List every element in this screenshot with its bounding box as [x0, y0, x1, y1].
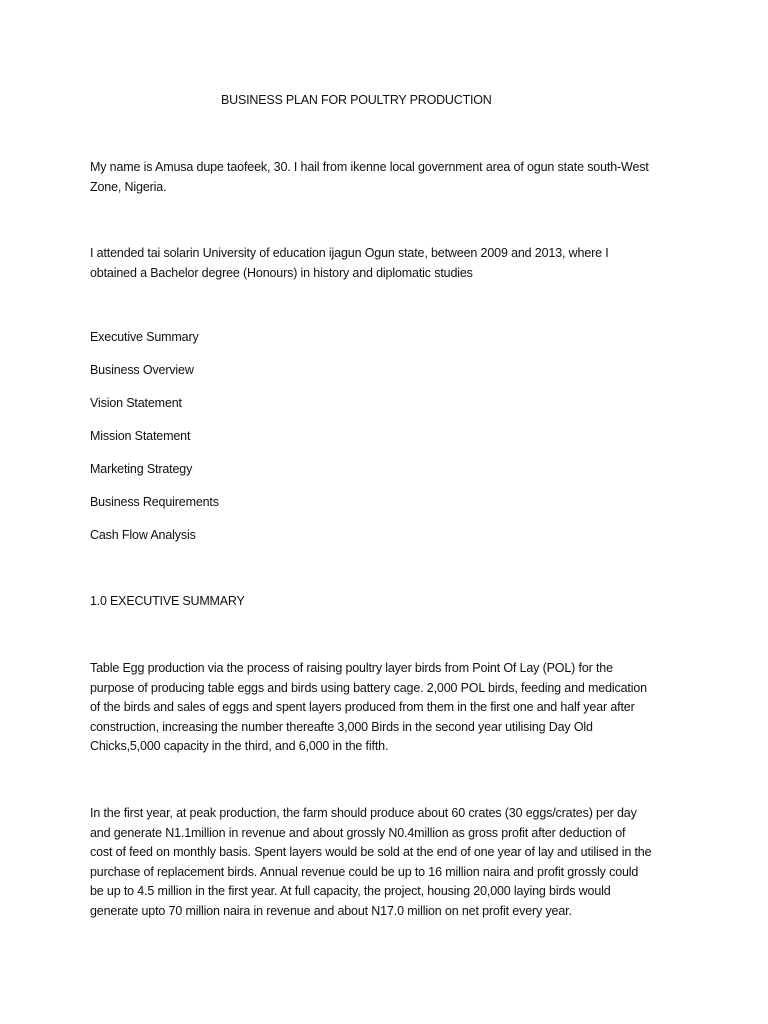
toc-item-executive-summary: Executive Summary: [90, 330, 199, 344]
text-line: Chicks,5,000 capacity in the third, and 6,000 in the fifth.: [90, 739, 389, 753]
education-paragraph: [90, 244, 690, 283]
toc-item-business-overview: Business Overview: [90, 363, 194, 377]
text-line: and generate N1.1million in revenue and about grossly N0.4million as gross profit after deduction of: [90, 825, 626, 840]
text-line: of the birds and sales of eggs and spent layers produced from them in the first one and half year after: [90, 700, 635, 714]
text-line: purchase of replacement birds. Annual revenue could be up to 16 million naira and profit grossly could: [90, 864, 639, 879]
intro-paragraph: [90, 158, 690, 197]
text-line: cost of feed on monthly basis. Spent layers would be sold at the end of one year of lay and utilised in the: [90, 845, 652, 859]
document-title: BUSINESS PLAN FOR POULTRY PRODUCTION: [221, 93, 492, 107]
text-line: In the first year, at peak production, the farm should produce about 60 crates (30 eggs/crates) per day: [90, 806, 637, 820]
text-line: My name is Amusa dupe taofeek, 30. I hail from ikenne local government area of ogun state south-West: [90, 160, 649, 174]
text-line: purpose of producing table eggs and birds using battery cage. 2,000 POL birds, feeding and medication: [90, 680, 647, 695]
toc-item-vision-statement: Vision Statement: [90, 396, 182, 410]
text-line: obtained a Bachelor degree (Honours) in history and diplomatic studies: [90, 265, 473, 280]
text-line: I attended tai solarin University of education ijagun Ogun state, between 2009 and 2013, where I: [90, 246, 609, 260]
section-heading: 1.0 EXECUTIVE SUMMARY: [90, 594, 245, 608]
text-line: generate upto 70 million naira in revenue and about N17.0 million on net profit every year.: [90, 903, 572, 918]
text-line: Zone, Nigeria.: [90, 179, 167, 194]
text-line: Table Egg production via the process of raising poultry layer birds from Point Of Lay (POL) for the: [90, 661, 613, 675]
summary-paragraph-2: [90, 804, 690, 921]
toc-item-business-requirements: Business Requirements: [90, 495, 219, 509]
text-line: construction, increasing the number thereafte 3,000 Birds in the second year utilising Day Old: [90, 719, 593, 734]
text-line: be up to 4.5 million in the first year. At full capacity, the project, housing 20,000 laying birds would: [90, 884, 611, 898]
toc-item-cash-flow-analysis: Cash Flow Analysis: [90, 528, 196, 542]
toc-item-marketing-strategy: Marketing Strategy: [90, 462, 193, 476]
toc-item-mission-statement: Mission Statement: [90, 429, 191, 443]
summary-paragraph-1: [90, 659, 690, 757]
